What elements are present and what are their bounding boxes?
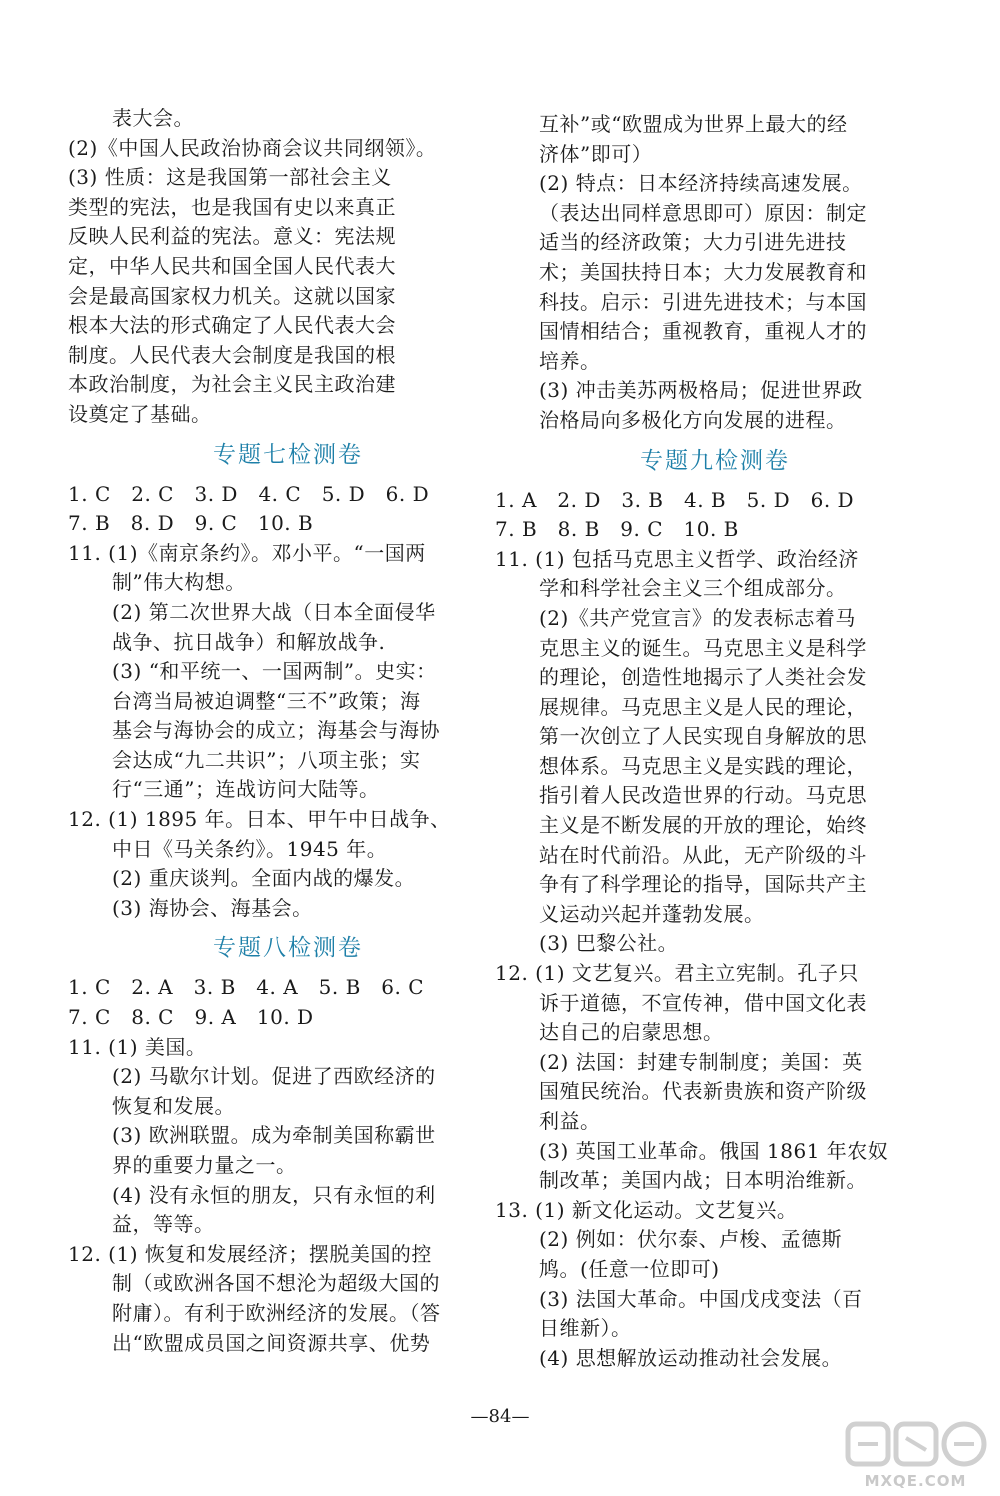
watermark-logo xyxy=(838,1416,993,1492)
answer-line: (3) 海协会、海基会。 xyxy=(112,895,313,920)
answer-line: 反映人民利益的宪法。意义：宪法规 xyxy=(68,224,396,249)
answer-line: 界的重要力量之一。 xyxy=(112,1153,297,1177)
answer-line: 附庸）。有利于欧洲经济的发展。（答 xyxy=(112,1300,441,1325)
answer-line: 表大会。 xyxy=(112,106,194,130)
answer-line: (3) “和平统一、一国两制”。史实： xyxy=(112,659,437,684)
answer-line: 展规律。马克思主义是人民的理论， xyxy=(539,694,867,719)
answer-line: 学和科学社会主义三个组成部分。 xyxy=(539,576,847,601)
answer-line: 主义是不断发展的开放的理论，始终 xyxy=(539,813,867,838)
watermark-text: MXQE.COM xyxy=(864,1472,967,1490)
answer-line: 定，中华人民共和国全国人民代表大 xyxy=(68,253,396,278)
answer-line: 制”伟大构想。 xyxy=(112,570,246,595)
page-number: —84— xyxy=(470,1406,530,1427)
answer-line: 类型的宪法，也是我国有史以来真正 xyxy=(68,194,396,219)
answer-line: 12. (1) 1895 年。日本、甲午中日战争、 xyxy=(68,807,451,832)
answer-line: 想体系。马克思主义是实践的理论， xyxy=(539,753,867,778)
answer-line: 基会与海协会的成立；海基会与海协 xyxy=(112,718,440,743)
answer-line: 制改革；美国内战；日本明治维新。 xyxy=(539,1168,867,1193)
answer-line: 行“三通”；连战访问大陆等。 xyxy=(112,777,380,802)
answer-line: 济体”即可） xyxy=(539,141,653,166)
answer-line: (3) 法国大革命。中国戊戌变法（百 xyxy=(539,1286,863,1311)
answer-line: 11. (1) 包括马克思主义哲学、政治经济 xyxy=(495,546,859,571)
answer-line: 国殖民统治。代表新贵族和资产阶级 xyxy=(539,1079,867,1104)
answer-line: 1. C 2. A 3. B 4. A 5. B 6. C xyxy=(68,975,425,1000)
answer-line: 7. B 8. B 9. C 10. B xyxy=(495,517,739,542)
answer-line: (4) 思想解放运动推动社会发展。 xyxy=(539,1345,843,1370)
answer-line: (3) 英国工业革命。俄国 1861 年农奴 xyxy=(539,1138,889,1163)
answer-line: 会是最高国家权力机关。这就以国家 xyxy=(68,283,396,308)
answer-line: （表达出同样意思即可）原因：制定 xyxy=(539,200,867,225)
answer-line: 12. (1) 恢复和发展经济；摆脱美国的控 xyxy=(68,1241,432,1266)
answer-line: 义运动兴起并蓬勃发展。 xyxy=(539,901,765,926)
answer-line: 鸠。(任意一位即可) xyxy=(539,1256,720,1281)
answer-line: 争有了科学理论的指导，国际共产主 xyxy=(539,872,867,897)
answer-line: (2)《共产党宣言》的发表标志着马 xyxy=(539,605,856,630)
answer-line: 适当的经济政策；大力引进先进技 xyxy=(539,230,847,255)
answer-line: 7. B 8. D 9. C 10. B xyxy=(68,511,314,536)
answer-line: 科技。启示：引进先进技术；与本国 xyxy=(539,289,867,314)
answer-line: 术；美国扶持日本；大力发展教育和 xyxy=(539,259,867,284)
answer-line: 本政治制度，为社会主义民主政治建 xyxy=(68,372,396,397)
answer-line: 中日《马关条约》。1945 年。 xyxy=(112,836,388,861)
answer-line: (2) 重庆谈判。全面内战的爆发。 xyxy=(112,866,416,891)
answer-line: (2) 例如：伏尔泰、卢梭、孟德斯 xyxy=(539,1227,843,1252)
answer-line: 会达成“九二共识”；八项主张；实 xyxy=(112,747,421,772)
answer-line: 日维新）。 xyxy=(539,1316,632,1341)
answer-line: 1. C 2. C 3. D 4. C 5. D 6. D xyxy=(68,481,430,506)
answer-line: 12. (1) 文艺复兴。君主立宪制。孔子只 xyxy=(495,961,859,986)
left-column xyxy=(68,104,508,1358)
answer-line: 益，等等。 xyxy=(112,1212,215,1237)
answer-line: (2) 特点：日本经济持续高速发展。 xyxy=(539,171,863,196)
answer-line: (3) 冲击美苏两极格局；促进世界政 xyxy=(539,378,863,403)
answer-line: 11. (1)《南京条约》。邓小平。“一国两 xyxy=(68,540,426,565)
intro-block-left xyxy=(68,104,508,430)
answer-line: (2) 马歇尔计划。促进了西欧经济的 xyxy=(112,1064,436,1089)
answer-line: 13. (1) 新文化运动。文艺复兴。 xyxy=(495,1197,798,1222)
answer-line: 7. C 8. C 9. A 10. D xyxy=(68,1005,314,1030)
section-8-answers xyxy=(68,973,508,1358)
answer-line: (3) 巴黎公社。 xyxy=(539,931,679,956)
answer-line: 制（或欧洲各国不想沦为超级大国的 xyxy=(112,1271,440,1296)
answer-line: 根本大法的形式确定了人民代表大会 xyxy=(68,313,396,338)
answer-line: 台湾当局被迫调整“三不”政策；海 xyxy=(112,688,421,713)
answer-line: (3) 欧洲联盟。成为牵制美国称霸世 xyxy=(112,1123,436,1148)
answer-line: 恢复和发展。 xyxy=(112,1093,235,1118)
section-7-answers xyxy=(68,480,508,924)
section-heading-7: 专题七检测卷 xyxy=(213,441,363,468)
answer-line: (2) 第二次世界大战（日本全面侵华 xyxy=(112,599,436,624)
answer-line: 互补”或“欧盟成为世界上最大的经 xyxy=(539,112,848,136)
answer-line: 指引着人民改造世界的行动。马克思 xyxy=(539,783,867,808)
answer-line: (4) 没有永恒的朋友，只有永恒的利 xyxy=(112,1182,436,1207)
answer-line: 培养。 xyxy=(539,348,601,373)
answer-line: 达自己的启蒙思想。 xyxy=(539,1020,724,1045)
answer-line: (2) 法国：封建专制制度；美国：英 xyxy=(539,1049,863,1074)
watermark-logo-icon xyxy=(838,1416,993,1472)
answer-line: 国情相结合；重视教育，重视人才的 xyxy=(539,319,867,344)
answer-line: 的理论，创造性地揭示了人类社会发 xyxy=(539,665,867,690)
answer-line: 战争、抗日战争）和解放战争. xyxy=(112,629,386,654)
section-heading-8: 专题八检测卷 xyxy=(213,935,363,962)
answer-line: 站在时代前沿。从此，无产阶级的斗 xyxy=(539,842,867,867)
answer-line: 克思主义的诞生。马克思主义是科学 xyxy=(539,635,867,660)
answer-line: 设奠定了基础。 xyxy=(68,401,212,426)
answer-line: (3) 性质：这是我国第一部社会主义 xyxy=(68,165,392,190)
answer-line: 诉于道德，不宣传神，借中国文化表 xyxy=(539,990,867,1015)
right-column xyxy=(495,110,935,1373)
answer-line: (2)《中国人民政治协商会议共同纲领》。 xyxy=(68,135,437,160)
answer-line: 11. (1) 美国。 xyxy=(68,1034,207,1059)
answer-line: 第一次创立了人民实现自身解放的思 xyxy=(539,724,867,749)
answer-line: 1. A 2. D 3. B 4. B 5. D 6. D xyxy=(495,487,855,512)
section-9-answers xyxy=(495,486,935,1374)
intro-block-right xyxy=(495,110,935,436)
section-heading-9: 专题九检测卷 xyxy=(640,447,790,474)
answer-line: 利益。 xyxy=(539,1109,601,1133)
answer-line: 出“欧盟成员国之间资源共享、优势 xyxy=(112,1330,431,1355)
answer-line: 制度。人民代表大会制度是我国的根 xyxy=(68,342,396,367)
answer-line: 治格局向多极化方向发展的进程。 xyxy=(539,407,847,432)
